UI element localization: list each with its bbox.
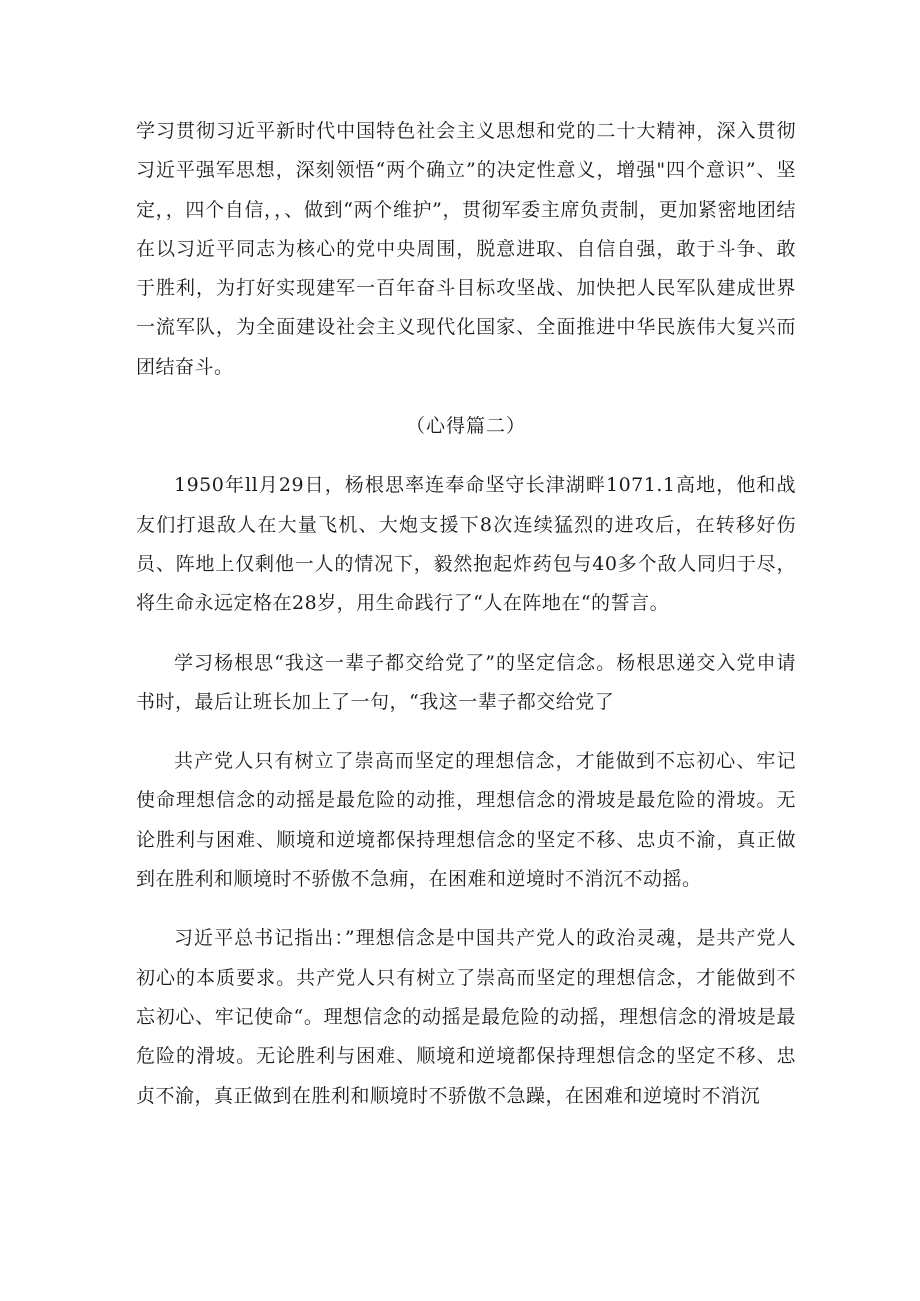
paragraph-1: 学习贯彻习近平新时代中国特色社会主义思想和党的二十大精神，深入贯彻习近平强军思想，深刻领悟“两个确立”的决定性意义，增强"四个意识”、坚定，，四个自信，，、做到“两个维护”，贯彻军委主席负责制，更加紧密地团结在以习近平同志为核心的党中央周围，脱意进取、自信自强，敢于斗争、敢于胜利，为打好实现建军一百年奋斗目标攻坚战、加快把人民军队建成世界一流军队，为全面建设社会主义现代化国家、全面推进中华民族伟大复兴而团结奋斗。 xyxy=(136,120,796,378)
paragraph-3: 学习杨根思“我这一辈子都交给党了”的坚定信念。杨根思递交入党申请书时，最后让班长加上了一句，“我这一辈子都交给党了 xyxy=(136,651,796,713)
section-heading: （心得篇二） xyxy=(405,415,526,438)
paragraph-5: 习近平总书记指出：”理想信念是中国共产党人的政治灵魂，是共产党人初心的本质要求。共产党人只有树立了崇高而坚定的理想信念，才能做到不忘初心、牢记使命“。理想信念的动摇是最危险的动摇，理想信念的滑坡是最危险的滑坡。无论胜利与困难、顺境和逆境都保持理想信念的坚定不移、忠贞不渝，真正做到在胜利和顺境时不骄傲不急躁，在困难和逆境时不消沉 xyxy=(136,927,796,1107)
paragraph-4: 共产党人只有树立了崇高而坚定的理想信念，才能做到不忘初心、牢记使命理想信念的动摇是最危险的动推，理想信念的滑坡是最危险的滑坡。无论胜利与困难、顺境和逆境都保持理想信念的坚定不移、忠贞不渝，真正做到在胜利和顺境时不骄傲不急痈，在困难和逆境时不消沉不动摇。 xyxy=(136,750,796,891)
paragraph-2: 1950年ll月29日，杨根思率连奉命坚守长津湖畔1071.1高地，他和战友们打退敌人在大量飞机、大炮支援下8次连续猛烈的进攻后，在转移好伤员、阵地上仅剩他一人的情况下，毅然抱起炸药包与40多个敌人同归于尽，将生命永远定格在28岁，用生命践行了“人在阵地在“的誓言。 xyxy=(136,474,796,615)
document-body xyxy=(136,112,796,1116)
